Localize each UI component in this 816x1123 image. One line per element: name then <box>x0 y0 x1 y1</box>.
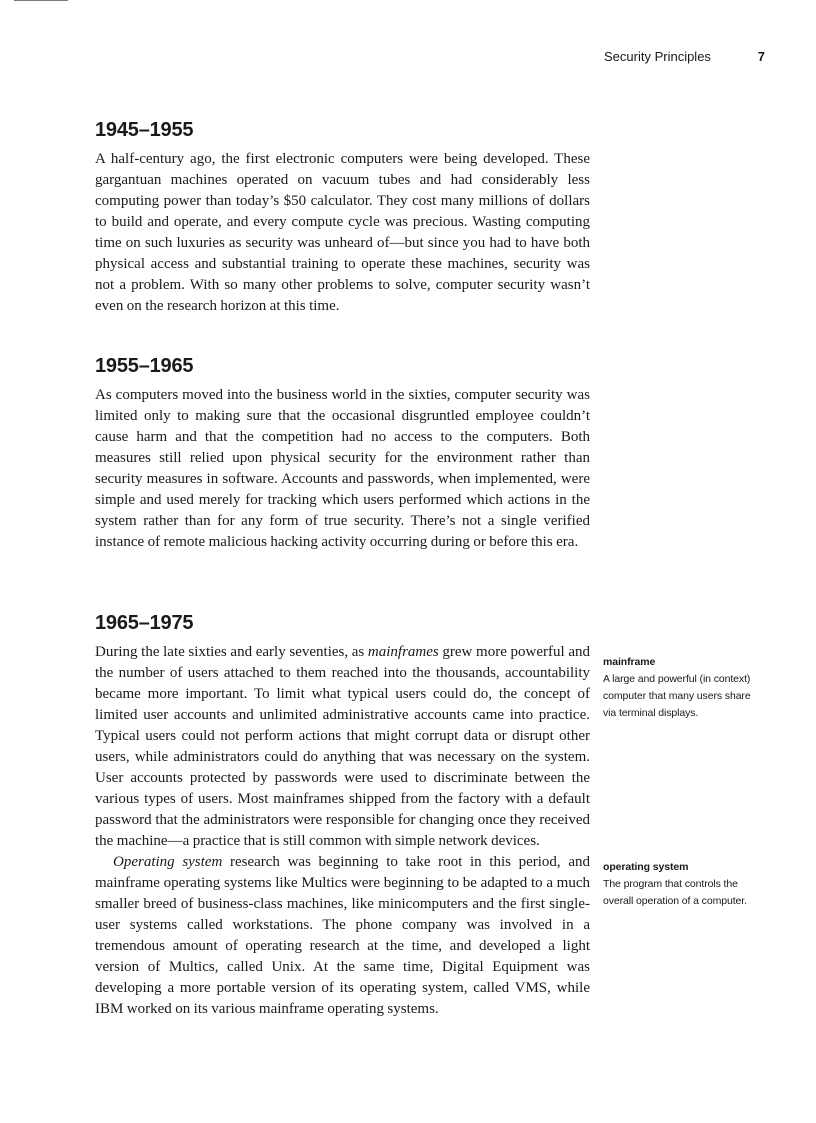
body-paragraph: Operating system research was beginning to take root in this period, and mainframe operating systems like Multics were beginning to be adapted to a much smaller breed of business-class machines, like minicomputers and the first single-user systems called workstations. The phone company was involved in a tremendous amount of operating research at the time, and developed a light version of Multics, called Unix. At the same time, Digital Equipment was developing a more portable version of its operating system, called VMS, while IBM worked on its various mainframe operating systems. <box>95 854 590 1017</box>
crop-mark <box>14 0 68 1</box>
page-number: 7 <box>757 49 765 64</box>
margin-note-operating-system <box>603 859 763 910</box>
margin-note-term: operating system <box>603 861 689 873</box>
section-1965-1975 <box>95 612 590 1020</box>
section-1945-1955 <box>95 119 590 317</box>
body-paragraph: As computers moved into the business world in the sixties, computer security was limited only to making sure that the occasional disgruntled employee couldn’t cause harm and that the competition had no access to the computers. Both measures still relied upon physical security for the environment rather than security measures in software. Accounts and passwords, when implemented, were simple and used merely for tracking which users performed which actions in the system rather than for any form of true security. There’s not a single verified instance of remote malicious hacking activity occurring during or before this era. <box>95 387 590 550</box>
margin-note-term: mainframe <box>603 656 656 668</box>
margin-note-mainframe <box>603 654 763 722</box>
section-1955-1965 <box>95 355 590 553</box>
section-heading: 1955–1965 <box>95 355 194 377</box>
section-heading: 1965–1975 <box>95 612 194 634</box>
margin-note-definition: The program that controls the overall operation of a computer. <box>603 878 747 907</box>
body-paragraph: A half-century ago, the first electronic computers were being developed. These gargantuan machines operated on vacuum tubes and had considerably less computing power than today’s $50 calculator. They cost many millions of dollars to build and operate, and every compute cycle was precious. Wasting computing time on such luxuries as security was unheard of—but since you had to have both physical access and substantial training to operate these machines, security was not a problem. With so many other problems to solve, computer security wasn’t even on the research horizon at this time. <box>95 151 590 314</box>
margin-note-definition: A large and powerful (in context) computer that many users share via terminal displays. <box>603 673 751 719</box>
running-head-title: Security Principles <box>604 49 711 64</box>
glossary-term-operating-system: Operating system <box>113 854 223 870</box>
running-head <box>560 49 765 67</box>
body-paragraph: During the late sixties and early seventies, as mainframes grew more powerful and the number of users attached to them reached into the thousands, accountability became more important. To limit what typical users could do, the concept of limited user accounts and unlimited administrative accounts came into practice. Typical users could not perform actions that might corrupt data or disrupt other users, while administrators could do anything that was necessary on the system. User accounts protected by passwords were used to discriminate between the various types of users. Most mainframes shipped from the factory with a default password that the administrators were responsible for changing once they received the machine—a practice that is still common with simple network devices. <box>95 644 590 849</box>
section-heading: 1945–1955 <box>95 119 194 141</box>
glossary-term-mainframes: mainframes <box>367 644 439 660</box>
